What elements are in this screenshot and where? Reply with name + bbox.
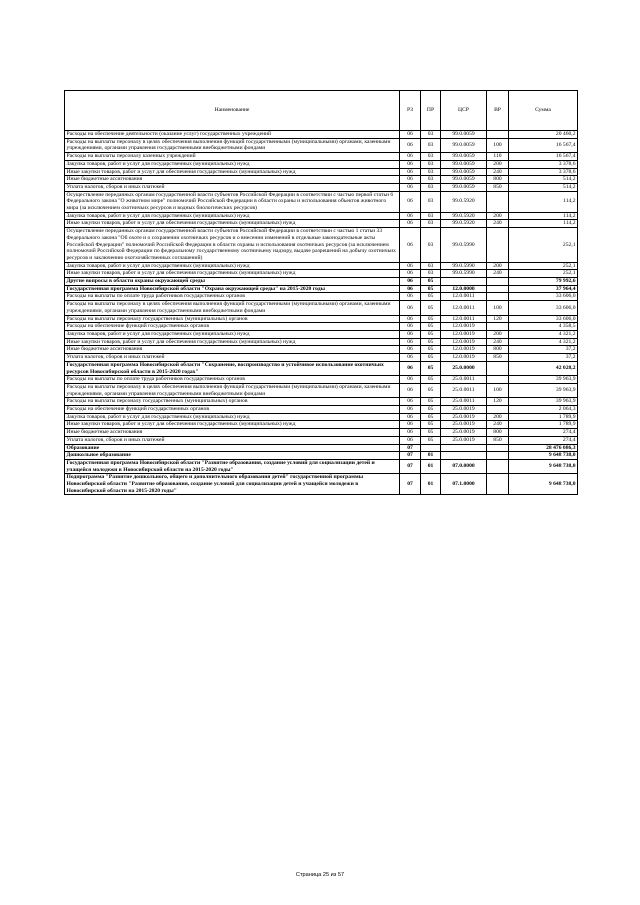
cell-vr: 200 [487,160,509,168]
cell-name: Иные бюджетные ассигнования [65,429,400,437]
cell-name: Иные закупки товаров, работ и услуг для обеспечения государственных (муниципальных) нужд [65,338,400,346]
cell-csr: 25.0.0011 [441,383,487,397]
cell-pr: 05 [421,421,441,429]
table-row [65,191,578,212]
cell-pr: 03 [421,183,441,191]
cell-csr: 99.0.0059 [441,138,487,152]
cell-name: Подпрограмма "Развитие дошкольного, общего и дополнительного образования детей" государственной программы Новосибирской области "Развитие образования, создание условий для социализации детей и учащейся молодежи в Новосибирской области на 2015-2020 годы" [65,474,400,495]
cell-rz: 06 [400,338,421,346]
cell-rz: 07 [400,444,421,452]
cell-rz: 06 [400,323,421,331]
cell-sum: 39 963,9 [509,383,578,397]
cell-name: Другие вопросы в области охраны окружающей среды [65,278,400,286]
table-row [65,383,578,397]
cell-sum: 33 606,0 [509,315,578,323]
cell-vr [487,376,509,384]
cell-csr: 12.0.0019 [441,330,487,338]
cell-rz: 06 [400,168,421,176]
cell-pr: 05 [421,278,441,286]
table-row [65,406,578,414]
cell-vr: 120 [487,315,509,323]
cell-sum: 33 606,0 [509,293,578,301]
table-row [65,398,578,406]
cell-name: Осуществление переданных органам государственной власти субъектов Российской Федерации в соответствии с частью 1 статьи 33 Федерального закона "Об охоте и о сохранении охотничьих ресурсов и о внесении изменений в отдельные законодательные акты Российской Федерации" полномочий Российской Федерации в области охраны и использования охотничьих ресурсов (за исключением полномочий Российской Федерации по федеральному государственному охотничьему надзору, выдаче разрешений на добычу охотничьих ресурсов и заключению охотхозяйственных соглашений) [65,228,400,263]
cell-rz: 07 [400,459,421,473]
table-row [65,338,578,346]
cell-rz: 06 [400,436,421,444]
table-row [65,474,578,495]
cell-sum: 4 321,2 [509,338,578,346]
cell-sum: 42 028,2 [509,361,578,375]
cell-sum: 114,2 [509,220,578,228]
table-row [65,262,578,270]
cell-csr: 25.0.0019 [441,429,487,437]
cell-name: Иные закупки товаров, работ и услуг для обеспечения государственных (муниципальных) нужд [65,168,400,176]
cell-csr: 12.0.0011 [441,301,487,315]
table-row [65,315,578,323]
cell-rz: 06 [400,153,421,161]
cell-name: Иные закупки товаров, работ и услуг для обеспечения государственных (муниципальных) нужд [65,270,400,278]
cell-name: Государственная программа Новосибирской области "Охрана окружающей среды" на 2015-2020 годы [65,285,400,293]
cell-pr: 03 [421,160,441,168]
cell-csr: 99.0.5990 [441,262,487,270]
header-pr: ПР [421,91,441,131]
cell-csr: 99.0.0059 [441,183,487,191]
table-row [65,153,578,161]
cell-name: Расходы на обеспечение функций государственных органов [65,406,400,414]
header-csr: ЦСР [441,91,487,131]
cell-name: Уплата налогов, сборов и иных платежей [65,436,400,444]
cell-name: Государственная программа Новосибирской области "Развитие образования, создание условий для социализации детей и учащейся молодежи в Новосибирской области на 2015-2020 годы" [65,459,400,473]
cell-rz: 06 [400,270,421,278]
table-row [65,346,578,354]
cell-name: Расходы на выплаты персоналу казенных учреждений [65,153,400,161]
cell-pr: 05 [421,436,441,444]
header-vr: ВР [487,91,509,131]
cell-vr: 200 [487,330,509,338]
cell-rz: 06 [400,301,421,315]
cell-csr: 12.0.0019 [441,338,487,346]
table-row [65,270,578,278]
cell-vr [487,323,509,331]
cell-rz: 06 [400,406,421,414]
cell-csr: 99.0.5990 [441,270,487,278]
cell-csr: 12.0.0011 [441,315,487,323]
cell-name: Расходы на обеспечение деятельности (оказание услуг) государственных учреждений [65,131,400,139]
cell-vr [487,131,509,139]
cell-pr: 01 [421,459,441,473]
cell-vr: 110 [487,153,509,161]
table-row [65,376,578,384]
cell-pr: 05 [421,315,441,323]
cell-sum: 252,1 [509,262,578,270]
cell-name: Образование [65,444,400,452]
cell-vr: 200 [487,212,509,220]
cell-rz: 06 [400,228,421,263]
cell-csr: 25.0.0011 [441,376,487,384]
cell-vr [487,452,509,460]
cell-name: Осуществление переданных органам государственной власти субъектов Российской Федерации в соответствии с частью первой статьи 6 Федерального закона "О животном мире" полномочий Российской Федерации в области охраны и использования объектов животного мира (за исключением охотничьих ресурсов и водных биологических ресурсов) [65,191,400,212]
cell-sum: 252,1 [509,270,578,278]
cell-name: Закупка товаров, работ и услуг для государственных (муниципальных) нужд [65,160,400,168]
cell-csr: 99.0.0059 [441,176,487,184]
cell-sum: 16 567,4 [509,153,578,161]
cell-pr: 05 [421,323,441,331]
cell-name: Расходы на выплаты персоналу в целях обеспечения выполнения функций государственными (муниципальными) органами, казенными учреждениями, органами управления государственными внебюджетными фондами [65,138,400,152]
cell-rz: 06 [400,383,421,397]
table-row [65,429,578,437]
cell-vr [487,228,509,263]
cell-vr: 200 [487,413,509,421]
cell-csr: 25.0.0019 [441,436,487,444]
cell-csr: 25.0.0011 [441,398,487,406]
cell-rz: 06 [400,361,421,375]
cell-vr [487,278,509,286]
cell-pr: 03 [421,176,441,184]
cell-csr: 07.0.0000 [441,459,487,473]
cell-name: Расходы на выплаты персоналу государственных (муниципальных) органов [65,315,400,323]
budget-table-page [64,90,577,495]
cell-vr [487,285,509,293]
cell-sum: 114,2 [509,212,578,220]
cell-sum: 4 321,2 [509,330,578,338]
table-row [65,301,578,315]
cell-sum: 16 567,4 [509,138,578,152]
cell-name: Расходы на выплаты персоналу в целях обеспечения выполнения функций государственными (муниципальными) органами, казенными учреждениями, органами управления государственными внебюджетными фондами [65,301,400,315]
cell-name: Закупка товаров, работ и услуг для государственных (муниципальных) нужд [65,413,400,421]
table-row [65,421,578,429]
table-row [65,168,578,176]
cell-pr: 05 [421,429,441,437]
cell-vr [487,444,509,452]
cell-rz: 06 [400,413,421,421]
cell-pr: 01 [421,474,441,495]
cell-name: Закупка товаров, работ и услуг для государственных (муниципальных) нужд [65,262,400,270]
cell-rz: 06 [400,262,421,270]
cell-pr: 05 [421,354,441,362]
table-row [65,413,578,421]
table-row [65,176,578,184]
header-rz: РЗ [400,91,421,131]
cell-csr: 99.0.5990 [441,228,487,263]
cell-sum: 114,2 [509,191,578,212]
table-row [65,444,578,452]
cell-name: Уплата налогов, сборов и иных платежей [65,183,400,191]
table-body [65,131,578,495]
cell-rz: 06 [400,293,421,301]
cell-name: Иные закупки товаров, работ и услуг для обеспечения государственных (муниципальных) нужд [65,220,400,228]
cell-vr [487,191,509,212]
cell-rz: 06 [400,315,421,323]
cell-sum: 39 963,9 [509,376,578,384]
cell-pr: 03 [421,191,441,212]
table-row [65,459,578,473]
cell-csr: 99.0.0059 [441,153,487,161]
table-row [65,361,578,375]
cell-vr: 240 [487,220,509,228]
cell-sum: 2 064,3 [509,406,578,414]
cell-pr: 05 [421,361,441,375]
table-row [65,228,578,263]
cell-rz: 06 [400,398,421,406]
cell-csr: 12.0.0019 [441,354,487,362]
cell-csr [441,444,487,452]
cell-vr: 100 [487,138,509,152]
table-row [65,285,578,293]
cell-sum: 39 963,9 [509,398,578,406]
cell-sum: 9 648 738,0 [509,474,578,495]
table-row [65,293,578,301]
cell-vr: 240 [487,270,509,278]
cell-pr: 03 [421,262,441,270]
cell-pr: 05 [421,406,441,414]
table-row [65,452,578,460]
cell-pr: 05 [421,346,441,354]
cell-pr: 03 [421,153,441,161]
cell-rz: 06 [400,176,421,184]
cell-rz: 06 [400,183,421,191]
cell-vr [487,459,509,473]
cell-csr: 99.0.5920 [441,191,487,212]
table-row [65,436,578,444]
cell-name: Закупка товаров, работ и услуг для государственных (муниципальных) нужд [65,212,400,220]
cell-csr: 25.0.0000 [441,361,487,375]
cell-csr [441,452,487,460]
cell-name: Уплата налогов, сборов и иных платежей [65,354,400,362]
cell-vr: 100 [487,301,509,315]
cell-sum: 37 964,4 [509,285,578,293]
cell-name: Расходы на обеспечение функций государственных органов [65,323,400,331]
cell-csr: 12.0.0019 [441,346,487,354]
cell-csr: 12.0.0011 [441,293,487,301]
cell-pr: 05 [421,338,441,346]
cell-vr [487,474,509,495]
cell-csr: 12.0.0019 [441,323,487,331]
table-row [65,323,578,331]
page-number: Страница 25 из 57 [295,872,345,878]
cell-vr: 240 [487,168,509,176]
cell-csr: 99.0.0059 [441,131,487,139]
cell-csr: 07.1.0000 [441,474,487,495]
cell-rz: 06 [400,191,421,212]
cell-pr: 03 [421,138,441,152]
cell-rz: 06 [400,429,421,437]
cell-csr: 99.0.0059 [441,160,487,168]
cell-vr: 240 [487,421,509,429]
cell-name: Расходы на выплаты персоналу государственных (муниципальных) органов [65,398,400,406]
cell-sum: 9 648 738,0 [509,459,578,473]
cell-csr: 25.0.0019 [441,406,487,414]
cell-vr: 800 [487,346,509,354]
cell-rz: 07 [400,452,421,460]
cell-rz: 06 [400,160,421,168]
cell-rz: 06 [400,131,421,139]
cell-name: Государственная программа Новосибирской области "Сохранение, воспроизводство и устойчивое использование охотничьих ресурсов Новосибирской области в 2015-2020 годах" [65,361,400,375]
cell-pr: 05 [421,376,441,384]
cell-rz: 06 [400,220,421,228]
header-sum: Сумма [509,91,578,131]
cell-rz: 06 [400,346,421,354]
cell-sum: 274,4 [509,436,578,444]
cell-pr: 05 [421,301,441,315]
cell-sum: 3 378,6 [509,160,578,168]
cell-pr: 05 [421,330,441,338]
cell-name: Иные закупки товаров, работ и услуг для обеспечения государственных (муниципальных) нужд [65,421,400,429]
cell-rz: 06 [400,278,421,286]
cell-sum: 20 460,2 [509,131,578,139]
table-row [65,131,578,139]
cell-pr: 03 [421,168,441,176]
cell-name: Расходы на выплаты персоналу в целях обеспечения выполнения функций государственными (муниципальными) органами, казенными учреждениями, органами управления государственными внебюджетными фондами [65,383,400,397]
cell-pr: 05 [421,398,441,406]
cell-name: Закупка товаров, работ и услуг для государственных (муниципальных) нужд [65,330,400,338]
cell-sum: 514,2 [509,176,578,184]
cell-pr: 03 [421,212,441,220]
cell-rz: 06 [400,376,421,384]
cell-pr: 05 [421,285,441,293]
cell-pr: 03 [421,220,441,228]
cell-rz: 06 [400,138,421,152]
cell-sum: 9 648 738,0 [509,452,578,460]
cell-rz: 06 [400,421,421,429]
cell-sum: 1 789,9 [509,421,578,429]
cell-sum: 79 992,6 [509,278,578,286]
cell-pr: 03 [421,270,441,278]
table-row [65,212,578,220]
cell-rz: 06 [400,330,421,338]
cell-name: Расходы на выплаты по оплате труда работников государственных органов [65,293,400,301]
cell-csr [441,278,487,286]
table-row [65,138,578,152]
cell-name: Расходы на выплаты по оплате труда работников государственных органов [65,376,400,384]
cell-vr: 800 [487,176,509,184]
cell-csr: 99.0.0059 [441,168,487,176]
cell-csr: 99.0.5920 [441,212,487,220]
cell-pr: 03 [421,228,441,263]
cell-sum: 37,2 [509,354,578,362]
cell-sum: 33 606,0 [509,301,578,315]
cell-rz: 07 [400,474,421,495]
cell-vr [487,293,509,301]
cell-sum: 252,1 [509,228,578,263]
cell-pr: 03 [421,131,441,139]
table-header-row [65,91,578,131]
cell-vr: 850 [487,354,509,362]
cell-csr: 25.0.0019 [441,413,487,421]
cell-csr: 25.0.0019 [441,421,487,429]
cell-vr: 200 [487,262,509,270]
cell-pr: 05 [421,383,441,397]
table-row [65,220,578,228]
cell-pr: 05 [421,413,441,421]
cell-sum: 514,2 [509,183,578,191]
header-name: Наименование [65,91,400,131]
cell-rz: 06 [400,212,421,220]
cell-pr: 01 [421,452,441,460]
cell-sum: 274,4 [509,429,578,437]
cell-sum: 4 358,5 [509,323,578,331]
cell-vr [487,406,509,414]
table-row [65,183,578,191]
cell-csr: 12.0.0000 [441,285,487,293]
cell-vr: 240 [487,338,509,346]
cell-vr: 800 [487,429,509,437]
cell-sum: 28 476 086,3 [509,444,578,452]
cell-name: Иные бюджетные ассигнования [65,176,400,184]
cell-sum: 37,2 [509,346,578,354]
cell-name: Дошкольное образование [65,452,400,460]
cell-rz: 06 [400,354,421,362]
cell-sum: 3 378,6 [509,168,578,176]
cell-pr: 05 [421,293,441,301]
cell-pr [421,444,441,452]
cell-vr: 850 [487,436,509,444]
cell-vr [487,361,509,375]
cell-vr: 100 [487,383,509,397]
budget-table [64,90,578,495]
cell-csr: 99.0.5920 [441,220,487,228]
table-row [65,278,578,286]
cell-vr: 850 [487,183,509,191]
cell-rz: 06 [400,285,421,293]
cell-name: Иные бюджетные ассигнования [65,346,400,354]
table-row [65,354,578,362]
table-row [65,160,578,168]
cell-vr: 120 [487,398,509,406]
cell-sum: 1 789,9 [509,413,578,421]
table-row [65,330,578,338]
